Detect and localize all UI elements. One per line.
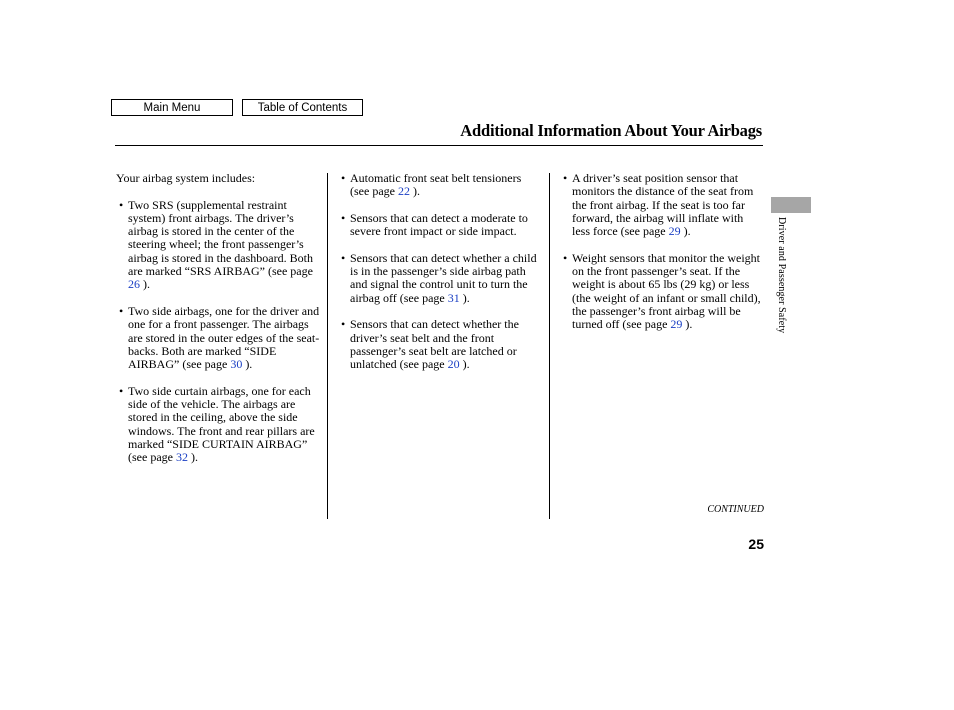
- item-text: Sensors that can detect whether the driver’s seat belt and the front passenger’s seat belt are latched or unlatched (see page: [350, 317, 519, 372]
- item-close: ).: [412, 184, 420, 199]
- column-1: [116, 172, 324, 478]
- title-rule: [115, 145, 763, 146]
- column-divider: [327, 173, 328, 519]
- bullet: •: [563, 250, 568, 265]
- item-text: Automatic front seat belt tensioners (see page: [350, 171, 522, 199]
- list-item: [560, 252, 764, 332]
- continued-label: CONTINUED: [707, 504, 764, 515]
- list-item: [338, 318, 540, 371]
- bullet: •: [341, 250, 346, 265]
- column-2: [338, 172, 540, 385]
- item-text: Two side airbags, one for the driver and one for a front passenger. The airbags are stored in the outer edges of the seat-backs. Both are marked “SIDE AIRBAG” (see page: [128, 303, 320, 372]
- page-number: 25: [748, 536, 764, 552]
- bullet: •: [563, 171, 568, 185]
- item-text: Sensors that can detect a moderate to severe front impact or side impact.: [350, 210, 528, 239]
- page-link[interactable]: 29: [668, 224, 681, 239]
- main-menu-button[interactable]: Main Menu: [111, 99, 233, 116]
- page-link[interactable]: 22: [397, 184, 410, 199]
- list-item: [338, 212, 540, 239]
- item-text: A driver’s seat position sensor that monitors the distance of the seat from the front airbag. If the seat is too far forward, the airbag will inflate with less force (see page: [572, 171, 754, 239]
- bullet: •: [341, 317, 346, 332]
- page-link[interactable]: 29: [670, 317, 683, 332]
- intro-text: Your airbag system includes:: [116, 171, 256, 185]
- item-close: ).: [683, 224, 691, 239]
- list-item: [560, 172, 764, 238]
- item-close: ).: [462, 290, 470, 305]
- list-item: [338, 172, 540, 199]
- item-close: ).: [143, 277, 150, 292]
- table-of-contents-button[interactable]: Table of Contents: [242, 99, 363, 116]
- item-close: ).: [190, 450, 198, 465]
- item-text: Weight sensors that monitor the weight on the front passenger’s seat. If the weight is about 65 lbs (29 kg) or less (the weight of an infant or small child), the passenger’s front airbag will be turned off (see page: [572, 250, 761, 332]
- item-text: Sensors that can detect whether a child is in the passenger’s side airbag path and signal the control unit to turn the airbag off (see page: [350, 250, 537, 305]
- column-3: [560, 172, 764, 345]
- item-close: ).: [245, 357, 253, 372]
- bullet: •: [119, 383, 124, 398]
- item-close: ).: [462, 357, 470, 372]
- bullet: •: [341, 210, 346, 225]
- bullet: •: [119, 303, 124, 318]
- page-link[interactable]: 26: [128, 277, 140, 292]
- page-link[interactable]: 31: [447, 290, 460, 305]
- item-close: ).: [685, 317, 693, 332]
- page-link[interactable]: 20: [447, 357, 460, 372]
- item-text: Two SRS (supplemental restraint system) front airbags. The driver’s airbag is stored in the center of the steering wheel; the front passenger’s airbag is stored in the dashboard. Both are marked “SRS AIRBAG” (see page: [128, 197, 313, 279]
- section-tab: [771, 197, 811, 213]
- page-title: Additional Information About Your Airbags: [460, 121, 762, 140]
- bullet: •: [341, 171, 346, 185]
- column-divider: [549, 173, 550, 519]
- list-item: [116, 305, 324, 371]
- list-item: [116, 199, 324, 292]
- section-label: Driver and Passenger Safety: [776, 217, 787, 334]
- list-item: [338, 252, 540, 305]
- page-link[interactable]: 30: [230, 357, 243, 372]
- bullet: •: [119, 197, 124, 212]
- item-text: Two side curtain airbags, one for each side of the vehicle. The airbags are stored in the ceiling, above the side windows. The front and rear pillars are marked “SIDE CURTAIN AIRBAG” (see page: [128, 383, 315, 465]
- page-link[interactable]: 32: [175, 450, 188, 465]
- list-item: [116, 385, 324, 465]
